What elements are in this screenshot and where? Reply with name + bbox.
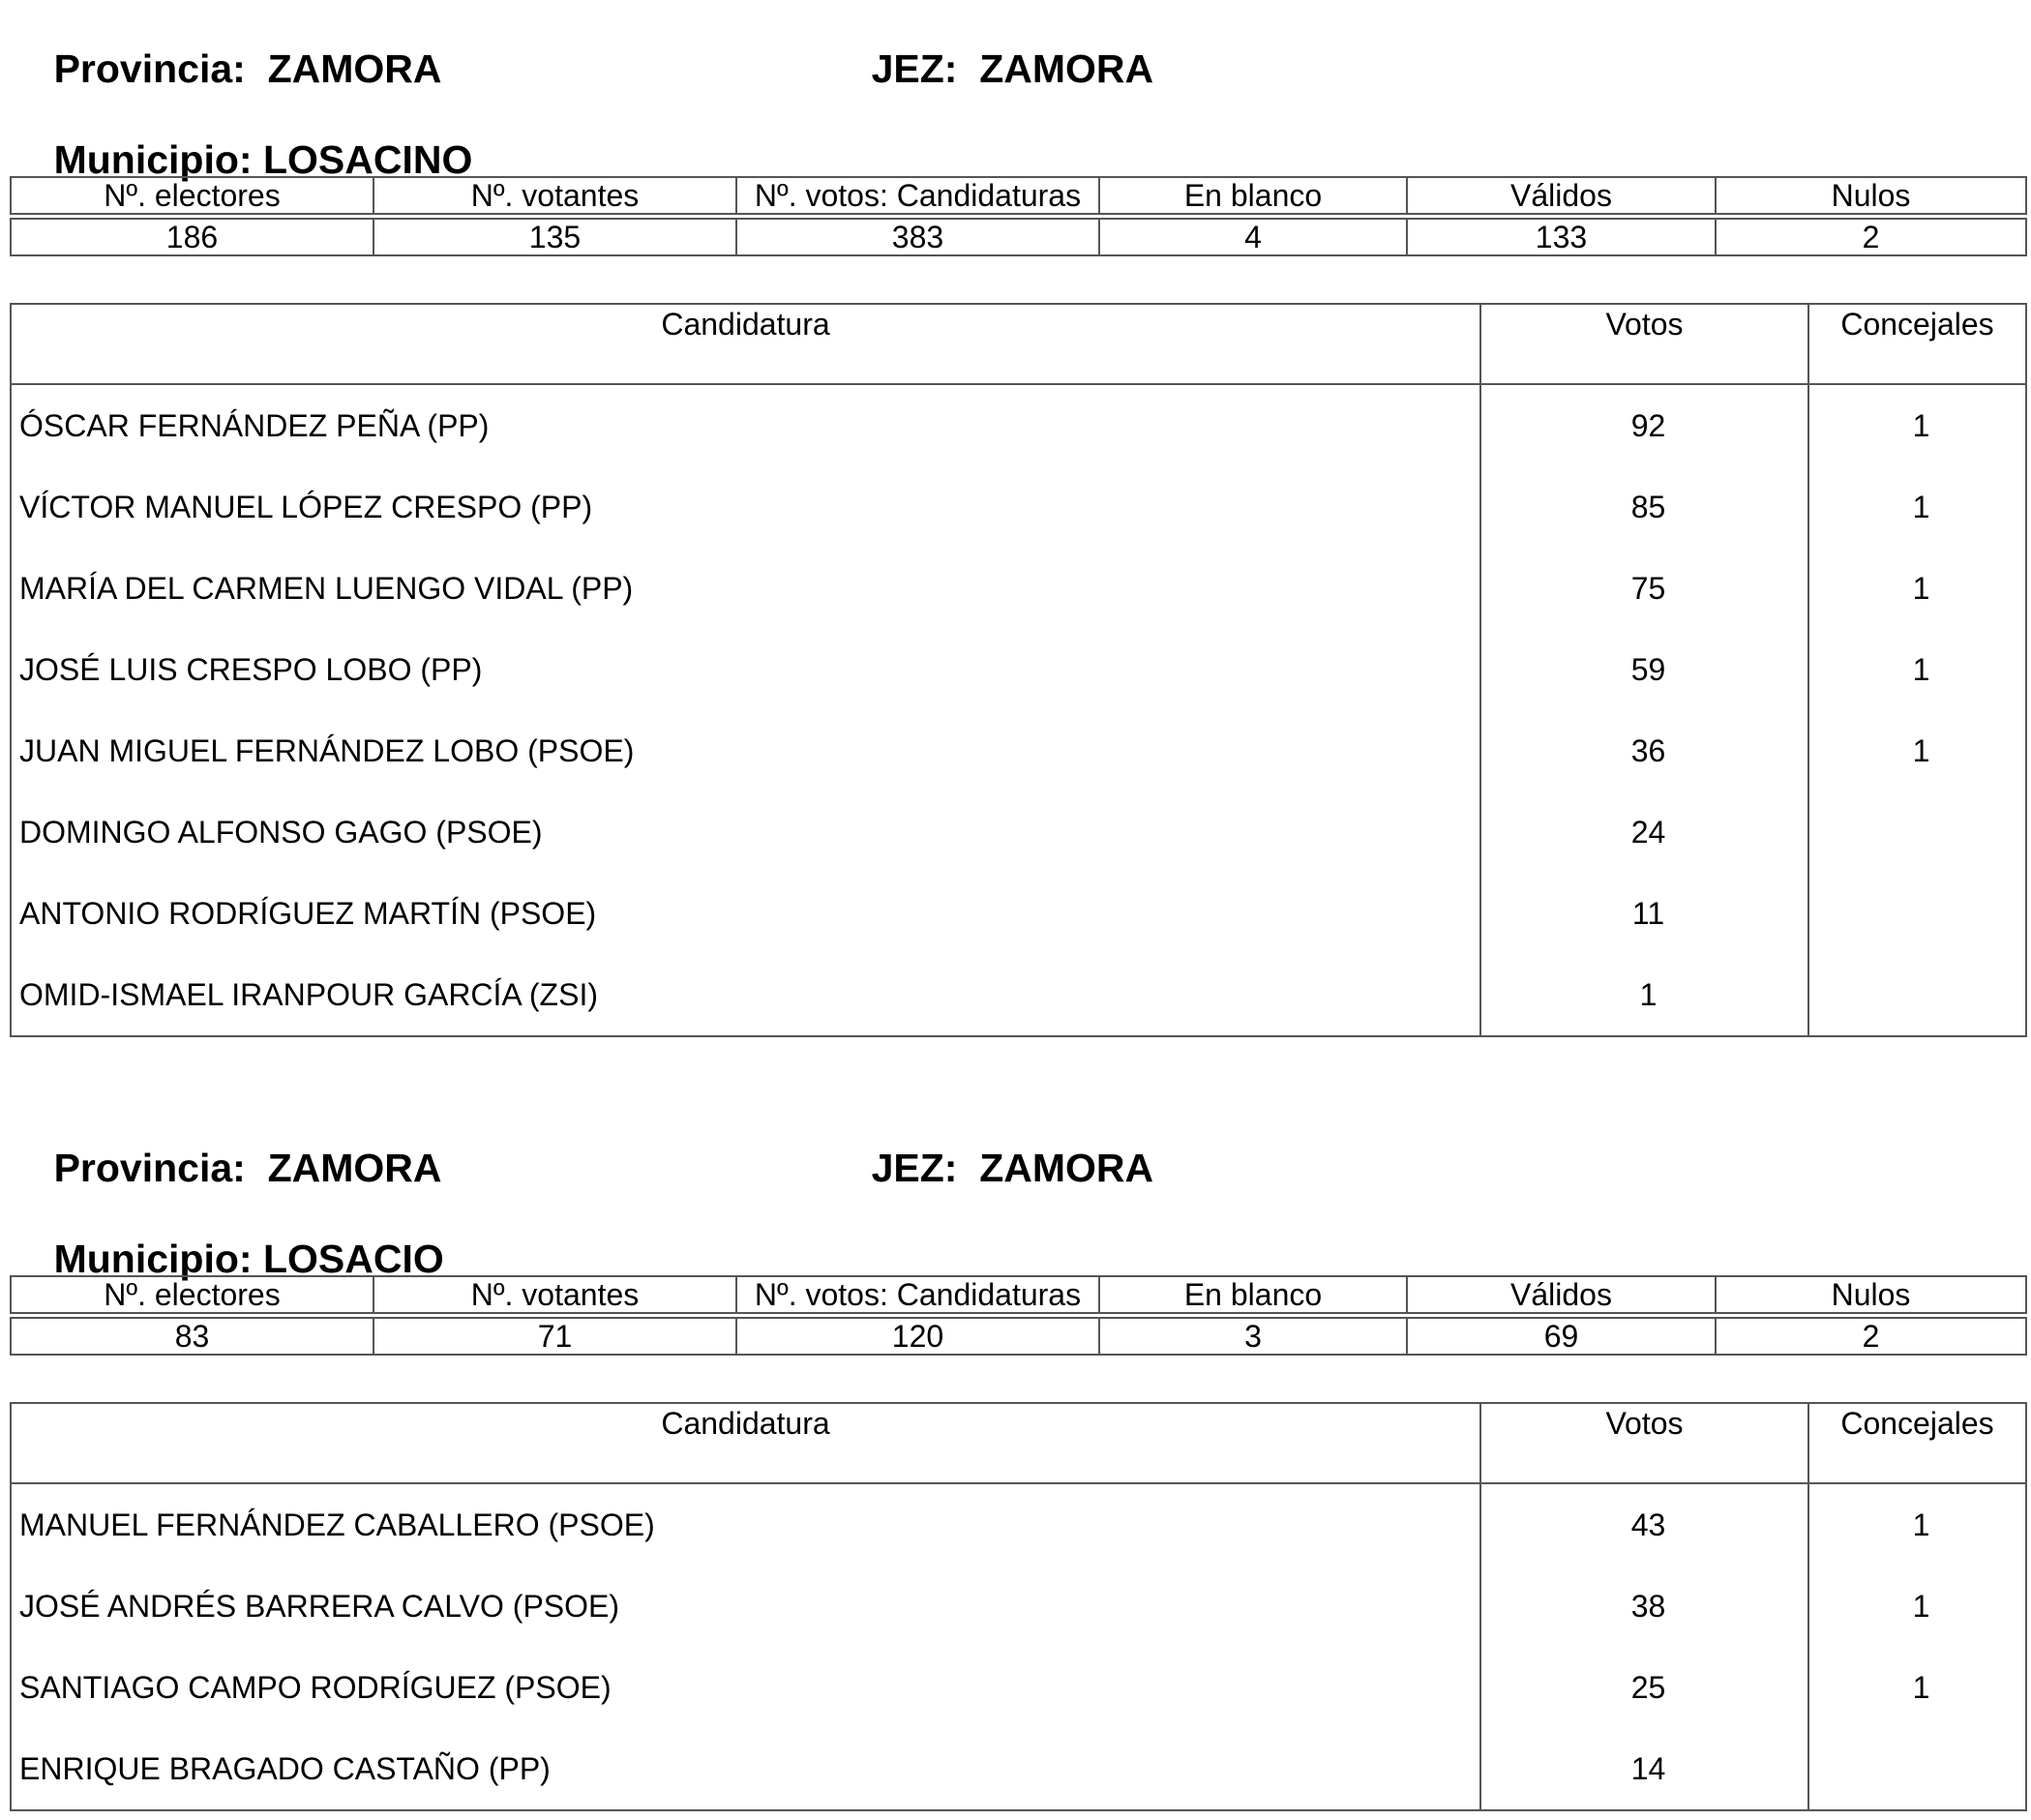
candidate-votos — [1480, 629, 1808, 710]
candidates-header-row — [11, 1403, 2026, 1483]
summary-value-electores: 83 — [11, 1318, 373, 1355]
summary-header-row — [11, 1276, 2026, 1313]
votos-value: 59 — [1630, 651, 1666, 687]
provincia-value: ZAMORA — [267, 1146, 442, 1190]
candidate-name: OMID-ISMAEL IRANPOUR GARCÍA (ZSI) — [11, 954, 1480, 1036]
summary-value-validos: 133 — [1407, 219, 1716, 255]
votos-header: Votos — [1480, 304, 1808, 384]
candidate-concejales — [1808, 873, 2026, 954]
candidate-concejales — [1808, 710, 2026, 791]
candidate-concejales — [1808, 1566, 2026, 1647]
candidate-votos — [1480, 1647, 1808, 1728]
candidate-votos — [1480, 1483, 1808, 1566]
candidate-votos — [1480, 954, 1808, 1036]
concejales-value: 1 — [1912, 1669, 1930, 1705]
summary-header-electores: Nº. electores — [11, 1276, 373, 1313]
candidate-votos — [1480, 466, 1808, 548]
candidate-name: VÍCTOR MANUEL LÓPEZ CRESPO (PP) — [11, 466, 1480, 548]
candidate-row — [11, 1483, 2026, 1566]
candidate-votos — [1480, 710, 1808, 791]
candidate-concejales — [1808, 1728, 2026, 1810]
summary-header-validos: Válidos — [1407, 177, 1716, 214]
candidate-row — [11, 954, 2026, 1036]
concejales-value: 1 — [1912, 651, 1930, 687]
candidate-row — [11, 1728, 2026, 1810]
summary-header-electores: Nº. electores — [11, 177, 373, 214]
jez-value: ZAMORA — [979, 46, 1154, 91]
summary-header-en-blanco: En blanco — [1099, 177, 1407, 214]
votos-value: 43 — [1630, 1507, 1666, 1542]
summary-header-votantes: Nº. votantes — [373, 1276, 736, 1313]
candidatura-header: Candidatura — [11, 304, 1480, 384]
candidate-votos — [1480, 384, 1808, 466]
concejales-value: 1 — [1912, 732, 1930, 768]
summary-value-electores: 186 — [11, 219, 373, 255]
candidate-name: ANTONIO RODRÍGUEZ MARTÍN (PSOE) — [11, 873, 1480, 954]
votos-value: 92 — [1630, 407, 1666, 443]
concejales-value: 1 — [1912, 1507, 1930, 1542]
candidates-table — [10, 1402, 2027, 1811]
candidate-votos — [1480, 791, 1808, 873]
votos-value: 36 — [1630, 732, 1666, 768]
votos-value: 24 — [1630, 814, 1666, 850]
candidate-row — [11, 1566, 2026, 1647]
candidates-table — [10, 303, 2027, 1037]
summary-header-nulos: Nulos — [1716, 1276, 2026, 1313]
municipio-value: LOSACIO — [262, 1237, 444, 1281]
summary-header-validos: Válidos — [1407, 1276, 1716, 1313]
candidate-name: ÓSCAR FERNÁNDEZ PEÑA (PP) — [11, 384, 1480, 466]
candidate-row — [11, 629, 2026, 710]
candidate-votos — [1480, 1566, 1808, 1647]
votos-value: 14 — [1630, 1750, 1666, 1786]
summary-value-votantes: 135 — [373, 219, 736, 255]
summary-table — [10, 176, 2027, 256]
concejales-value: 1 — [1912, 1588, 1930, 1624]
votos-value: 1 — [1639, 976, 1658, 1012]
votos-header: Votos — [1480, 1403, 1808, 1483]
votos-value: 25 — [1630, 1669, 1666, 1705]
candidate-name: JUAN MIGUEL FERNÁNDEZ LOBO (PSOE) — [11, 710, 1480, 791]
summary-value-nulos: 2 — [1716, 219, 2026, 255]
candidate-row — [11, 710, 2026, 791]
summary-value-en-blanco: 3 — [1099, 1318, 1407, 1355]
provincia-value: ZAMORA — [267, 46, 442, 91]
candidate-concejales — [1808, 384, 2026, 466]
provincia-label: Provincia: — [53, 1146, 246, 1190]
candidate-concejales — [1808, 791, 2026, 873]
jez-label: JEZ: — [871, 46, 958, 91]
summary-value-votantes: 71 — [373, 1318, 736, 1355]
candidate-votos — [1480, 548, 1808, 629]
candidate-row — [11, 1647, 2026, 1728]
jez-label: JEZ: — [871, 1146, 958, 1190]
municipio-value: LOSACINO — [262, 137, 473, 182]
summary-value-votos-candidaturas: 120 — [736, 1318, 1099, 1355]
candidate-votos — [1480, 1728, 1808, 1810]
municipio-label: Municipio: — [53, 1237, 253, 1281]
candidate-name: JOSÉ LUIS CRESPO LOBO (PP) — [11, 629, 1480, 710]
candidate-concejales — [1808, 954, 2026, 1036]
concejales-value: 1 — [1912, 407, 1930, 443]
candidate-row — [11, 791, 2026, 873]
candidatura-header: Candidatura — [11, 1403, 1480, 1483]
summary-header-votos-candidaturas: Nº. votos: Candidaturas — [736, 1276, 1099, 1313]
concejales-header: Concejales — [1808, 1403, 2026, 1483]
candidate-name: SANTIAGO CAMPO RODRÍGUEZ (PSOE) — [11, 1647, 1480, 1728]
jez-value: ZAMORA — [979, 1146, 1154, 1190]
summary-value-en-blanco: 4 — [1099, 219, 1407, 255]
candidate-concejales — [1808, 629, 2026, 710]
candidate-row — [11, 466, 2026, 548]
summary-header-en-blanco: En blanco — [1099, 1276, 1407, 1313]
votos-value: 38 — [1630, 1588, 1666, 1624]
concejales-value: 1 — [1912, 489, 1930, 524]
summary-value-validos: 69 — [1407, 1318, 1716, 1355]
summary-header-votos-candidaturas: Nº. votos: Candidaturas — [736, 177, 1099, 214]
candidate-concejales — [1808, 1483, 2026, 1566]
votos-value: 75 — [1630, 570, 1666, 606]
municipio-label: Municipio: — [53, 137, 253, 182]
votos-value: 11 — [1631, 895, 1665, 931]
concejales-value: 1 — [1912, 570, 1930, 606]
jez-heading — [827, 0, 1153, 138]
candidate-row — [11, 548, 2026, 629]
candidate-name: MARÍA DEL CARMEN LUENGO VIDAL (PP) — [11, 548, 1480, 629]
jez-heading — [827, 1098, 1153, 1238]
summary-value-nulos: 2 — [1716, 1318, 2026, 1355]
candidate-concejales — [1808, 466, 2026, 548]
candidate-name: JOSÉ ANDRÉS BARRERA CALVO (PSOE) — [11, 1566, 1480, 1647]
concejales-header: Concejales — [1808, 304, 2026, 384]
candidate-row — [11, 384, 2026, 466]
candidate-row — [11, 873, 2026, 954]
summary-header-row — [11, 177, 2026, 214]
candidates-header-row — [11, 304, 2026, 384]
summary-value-row — [11, 1318, 2026, 1355]
candidate-name: MANUEL FERNÁNDEZ CABALLERO (PSOE) — [11, 1483, 1480, 1566]
candidate-name: ENRIQUE BRAGADO CASTAÑO (PP) — [11, 1728, 1480, 1810]
summary-header-votantes: Nº. votantes — [373, 177, 736, 214]
summary-table — [10, 1275, 2027, 1356]
votos-value: 85 — [1630, 489, 1666, 524]
candidate-name: DOMINGO ALFONSO GAGO (PSOE) — [11, 791, 1480, 873]
candidate-votos — [1480, 873, 1808, 954]
summary-value-row — [11, 219, 2026, 255]
summary-header-nulos: Nulos — [1716, 177, 2026, 214]
summary-value-votos-candidaturas: 383 — [736, 219, 1099, 255]
candidate-concejales — [1808, 548, 2026, 629]
candidate-concejales — [1808, 1647, 2026, 1728]
provincia-label: Provincia: — [53, 46, 246, 91]
